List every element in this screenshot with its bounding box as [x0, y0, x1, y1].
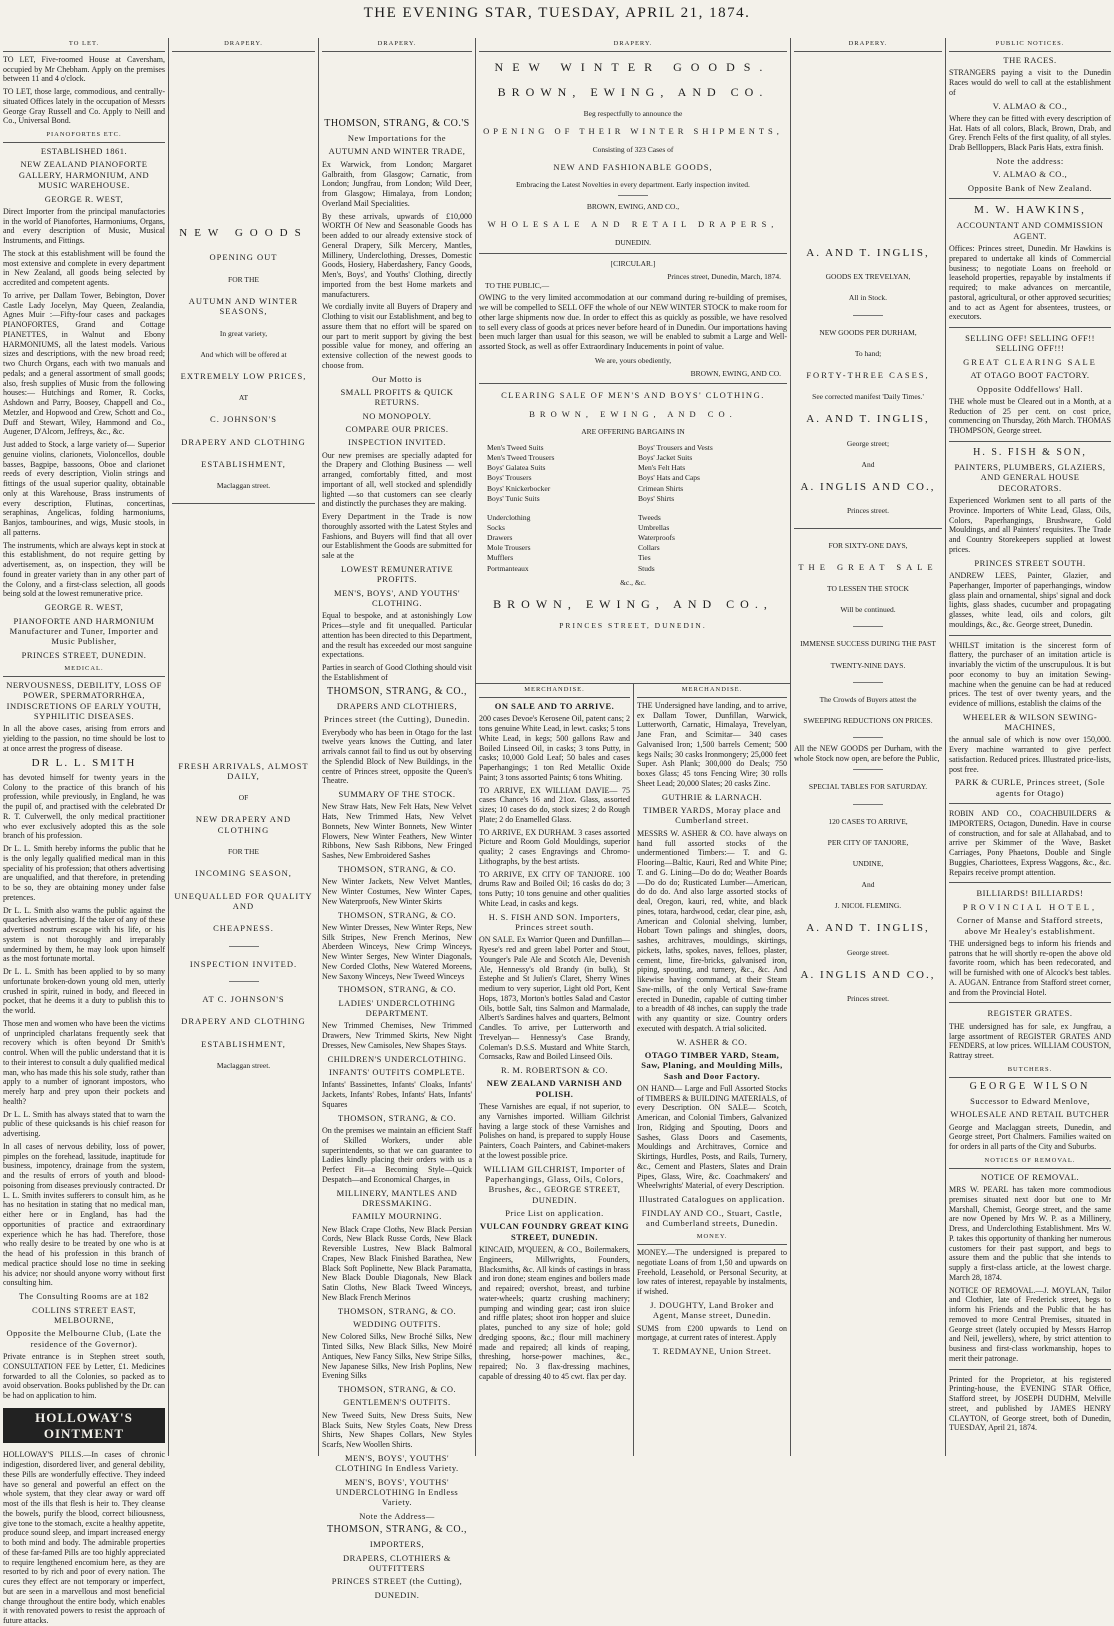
ad-line: ESTABLISHMENT, — [201, 459, 286, 470]
ad-line: George street; — [846, 438, 890, 448]
ad-body: Parties in search of Good Clothing should visit the Establishment of — [322, 663, 472, 682]
ad-address: The Consulting Rooms are at 182 — [18, 1291, 149, 1302]
list-item: Studs — [638, 563, 655, 573]
column-drapery-johnson — [169, 38, 318, 1456]
ad-line: Successor to Edward Menlove, — [970, 1095, 1090, 1106]
ad-line: DRAPERS, CLOTHIERS & OUTFITTERS — [343, 1552, 451, 1573]
ad-heading: NEW ZEALAND PIANOFORTE GALLERY, HARMONIUM, AND MUSIC WAREHOUSE. — [18, 159, 150, 191]
ad-line: FOR SIXTY-ONE DAYS, — [828, 540, 908, 550]
list-item: Boys' Galatea Suits — [487, 463, 546, 473]
ad-body: New Trimmed Chemises, New Trimmed Drawers, New Trimmed Skirts, New Night Dresses, New Camisoles, New Shapes Stays. — [322, 1021, 472, 1050]
ad-heading: ESTABLISHED 1861. — [40, 146, 128, 157]
ad-line: PRINCES STREET, DUNEDIN. — [559, 621, 707, 631]
ad-heading: OTAGO TIMBER YARD, Steam, Saw, Planing, and Moulding Mills, Sash and Door Factory. — [641, 1049, 783, 1081]
ad-body: In all cases of nervous debility, loss of power, pimples on the forehead, lassitude, inaptitude for business, impotency, drainage from the system, and the results of errors of youth and blood-poisoning from diseases previously contracted. Dr L. L. Smith invites sufferers to consult him, as he has no hesitation in stating that no medical man, either here or in England, has had the opportunities of practice and extraordinary experience which he has had. Therefore, those who really desire to be treated by one who is at the head of his profession in this branch of medical practice should lose no time in seeking his advice; nor should anyone worry without first consulting him. — [3, 1141, 165, 1288]
ad-line: WHOLESALE AND RETAIL DRAPERS, — [487, 219, 779, 230]
ad-line: TO THE PUBLIC,— — [485, 281, 550, 291]
ad-body: NOTICE OF REMOVAL.—J. MOYLAN, Tailor and Clothier, late of Frederick street, begs to inform his Friends and the Public that he has removed to more Central Premises, situated in George street (lately occupied by Messrs Harrop and Neil, jewellers), where, by strict attention to business and first-class workmanship, hopes to merit their patronage. — [949, 1285, 1111, 1363]
ad-heading: WHEELER & WILSON SEWING-MACHINES, — [962, 711, 1098, 733]
ad-heading: V. ALMAO & CO., — [992, 169, 1068, 180]
ad-signature: T. REDMAYNE, Union Street. — [652, 1346, 772, 1357]
ad-line: MILLINERY, MANTLES AND DRESSMAKING. — [336, 1187, 458, 1208]
ad-body: Infants' Bassinettes, Infants' Cloaks, Infants' Jackets, Infants' Robes, Infants' Hats, Infants' Squares — [322, 1080, 472, 1109]
ad-body: New Tweed Suits, New Dress Suits, New Black Suits, New Styles Coats, New Dress Shirts, New Shapes Collars, New Styles Scarfs, New Woollen Shirts. — [322, 1410, 472, 1450]
ad-line: MEN'S, BOYS', YOUTHS' CLOTHING In Endless Variety. — [335, 1452, 459, 1474]
ad-line: J. NICOL FLEMING. — [834, 901, 902, 911]
ad-line: Note the address: — [996, 155, 1064, 166]
ad-line: DRAPERY AND CLOTHING — [181, 436, 306, 447]
ad-line: The Crowds of Buyers attest the — [819, 694, 917, 704]
ad-heading: VULCAN FOUNDRY GREAT KING STREET, DUNEDIN. — [479, 1221, 630, 1242]
list-item: Collars — [638, 543, 660, 553]
ad-heading: M. W. HAWKINS, — [974, 203, 1086, 216]
list-item: Boys' Hats and Caps — [638, 473, 700, 483]
newspaper-title: THE EVENING STAR, TUESDAY, APRIL 21, 1874. — [363, 5, 751, 21]
ad-signature: R. M. ROBERTSON & CO. — [500, 1065, 609, 1075]
ad-body: THE undersigned has for sale, ex Jungfrau, a large assortment of REGISTER GRATES AND FENDERS, at low prices. WILLIAM COUSTON, Rattray street. — [949, 1021, 1111, 1060]
ad-body: Ex Warwick, from London; Margaret Galbraith, from Glasgow; Carnatic, from London; Jungfrau, from London; Wild Deer, from Glasgow; Himalaya, from London; Overland Mail Specialities. — [322, 159, 472, 208]
ad-line: Opposite Bank of New Zealand. — [967, 182, 1093, 193]
ad-line: Will be continued. — [840, 605, 896, 615]
column-merchandise-right — [634, 684, 790, 1456]
ad-body: has devoted himself for twenty years in the Colony to the practice of this branch of his profession, while previously, in England, he was the pupil of, and practised with the celebrated Dr R. T. Culverwell, the only medical practitioner who ever exclusively adopted this as the sole branch of his profession. — [3, 772, 165, 841]
ad-body: MONEY.—The undersigned is prepared to negotiate Loans of from 1,50 and upwards on Freehold, Leasehold, or Personal Security, at low rates of interest, repayable by instalments, if wished. — [637, 1248, 787, 1297]
ad-line: THOMSON, STRANG, & CO. — [337, 1384, 457, 1395]
ad-line: BROWN, EWING, AND CO., — [586, 202, 680, 212]
ad-body: THE whole must be Cleared out in a Month, at a Reduction of 25 per cent. on cost price, commencing on Thursday, 26th March. THOMAS THOMPSON, George street. — [949, 396, 1111, 436]
ad-line: SWEEPING REDUCTIONS ON PRICES. — [803, 715, 933, 725]
ad-body: Direct Importer from the principal manufactories in the world of Pianofortes, Harmoniums, Organs, and every description of Music, Musical Instruments, and Fittings. — [3, 206, 165, 246]
ad-signature: GUTHRIE & LARNACH. — [661, 791, 763, 802]
ad-line: Illustrated Catalogues on application. — [639, 1194, 785, 1205]
ad-body: Everybody who has been in Otago for the last twelve years knows the Cutting, and later arrivals cannot fail to find us out by observing the Splendid Block of New Buildings, in the centre of Princes street, opposite the Queen's Theatre. — [322, 727, 472, 786]
ad-line: IMMENSE SUCCESS DURING THE PAST — [800, 639, 936, 649]
section-header: DRAPERY. — [322, 38, 472, 52]
ad-to-let-house: TO LET, Five-roomed House at Caversham, occupied by Mr Chebham. Apply on the premises between 11 and 4 o'clock. — [3, 54, 165, 84]
ad-body: ANDREW LEES, Painter, Glazier, and Paperhanger, Importer of paperhangings, window glass plain and ornamental, ships' signal and dock lights, glass shades, cucumber and propagating glasses, white lead, oils and colors, gilt mouldings, &c., &c. George street, Dunedin. — [949, 571, 1111, 629]
ad-line: FAMILY MOURNING. — [352, 1211, 442, 1222]
ad-line: UNDINE, — [852, 858, 884, 868]
ad-line: &c., &c. — [620, 577, 646, 587]
section-header: PUBLIC NOTICES. — [949, 38, 1111, 52]
ad-line: COMPARE OUR PRICES. — [345, 424, 449, 435]
ad-body: Dr L. L. Smith also warns the public against the quackeries advertising. If the taker of any of these advertised nostrum escape with his life, or his system is not thoroughly and irreparably undermined by them, he may look upon himself as the most fortunate mortal. — [3, 905, 165, 964]
ad-to-let-offices: TO LET, those large, commodious, and centrally-situated Offices lately in the occupation of Messrs George Gray Russell and Co. Apply to Neill and Co., Universal Bond. — [3, 87, 165, 126]
ad-line: Princes street, Dunedin, March, 1874. — [667, 272, 781, 282]
ad-line: FORTY-THREE CASES, — [806, 369, 930, 380]
ad-line: Princes street (the Cutting), Dunedin. — [323, 714, 470, 725]
ad-line: 120 CASES TO ARRIVE, — [828, 816, 908, 826]
column-public-notices — [946, 38, 1114, 1456]
ad-line: FOR THE — [228, 274, 259, 284]
ad-line: TWENTY-NINE DAYS. — [830, 660, 906, 670]
ad-body: SUMS from £200 upwards to Lend on mortgage, at current rates of interest. Apply — [637, 1323, 787, 1343]
ad-line: MEN'S, BOYS', YOUTHS' UNDERCLOTHING In Endless Variety. — [335, 1476, 459, 1508]
ad-line: OPENING OF THEIR WINTER SHIPMENTS, — [483, 126, 783, 137]
section-header: DRAPERY. — [479, 38, 787, 52]
ad-line: THOMSON, STRANG, & CO. — [337, 1112, 457, 1123]
ad-body: TO ARRIVE, EX DURHAM. 3 cases assorted Picture and Room Gold Mouldings, superior quality; 2 cases Engravings and Chromo-Lithographs, by the best artists. — [479, 827, 630, 866]
ad-line: We are, yours obediently, — [594, 355, 672, 365]
ad-line: PER CITY OF TANJORE, — [827, 837, 909, 847]
list-item: Men's Tweed Suits — [487, 443, 544, 453]
ad-line: ACCOUNTANT AND COMMISSION AGENT. — [956, 220, 1104, 241]
ad-body: ON HAND— Large and Full Assorted Stocks of TIMBERS & BUILDING MATERIALS, of every Description. ON SALE— Scotch, American, and Colonial Timbers, Galvanized Iron, Ridging and Spouting, Doors and Sashes, Glass Doors and Casements, Mouldings and Architraves, Cornice and Skirtings, Hurdles, Posts, and Rails, Turnery, &c., Cement and Plasters, Slates and Drain Pipes, Glass, Wire, &c. Coachmakers' and Wheelwrights' Material, of every Description. — [637, 1083, 787, 1191]
ad-line: A. AND T. INGLIS, — [806, 413, 930, 426]
ad-line: ARE OFFERING BARGAINS IN — [581, 426, 685, 436]
ad-body: Equal to bespoke, and at astonishingly Low Prices—style and fit unequalled. Particular attention has been directed to this Department, and the result has exceeded our most sanguine expectations. — [322, 611, 472, 660]
ad-line: BROWN, EWING, AND CO. — [497, 84, 769, 99]
list-item: Boys' Trousers — [487, 473, 532, 483]
list-item: Tweeds — [638, 512, 661, 522]
ad-body: Private entrance is in Stephen street south, CONSULTATION FEE by Letter, £1. Medicines forwarded to all the Colonies, so packed as to avoid observation. Books published by the Dr. can be had on application to him. — [3, 1352, 165, 1400]
ad-line: MEN'S, BOYS', AND YOUTHS' CLOTHING. — [333, 587, 461, 609]
ad-body: New Straw Hats, New Felt Hats, New Velvet Hats, New Trimmed Hats, New Velvet Bonnets, New Winter Bonnets, New Winter Flowers, New Winter Feathers, New Winter Ribbons, New Sash Ribbons, New Fringed Sashes, New Embroidered Sashes — [322, 802, 472, 861]
section-header: NOTICES OF REMOVAL. — [949, 1155, 1111, 1169]
column-to-let — [0, 38, 168, 1626]
ad-body: The stock at this establishment will be found the most extensive and complete in every department in New Zealand, all goods being selected by accredited and competent agents. — [3, 248, 165, 288]
list-item: Mole Trousers — [487, 543, 531, 553]
ad-body: Every Department in the Trade is now thoroughly assorted with the Latest Styles and Fashions, and Buyers will find that all over our Establishment the Goods are submitted for sale at the — [322, 512, 472, 561]
ad-body: ON SALE. Ex Warrior Queen and Dunfillan— Ryese's red and green label Porter and Stout, Younger's Pale Ale and Scotch Ale, Devenish Ale, Hennessy's old Brandy (in bulk), St Estephe and St Julien's Claret, Sherry Wines medium to very superior, Light old Port, Kent Hops, 1873, Morton's bottles Salad and Castor Oils, bottle Salt, tins Salmon and Marmalade, Albert's Sardines halves and quarters, Belmont Candles. To arrive, per Lutterworth and Trevelyan— Hennessy's Case Brandy, Coleman's D.S.S. Mustard and White Starch, Cornsacks, Raw and Boiled Linseed Oils. — [479, 935, 630, 1062]
holloway-logo: HOLLOWAY'S OINTMENT — [3, 1408, 165, 1444]
ad-address: COLLINS STREET EAST, MELBOURNE, — [32, 1304, 136, 1325]
ad-line: Beg respectfully to announce the — [583, 109, 683, 119]
list-item: Boys' Trousers and Vests — [638, 443, 713, 453]
ad-line: LOWEST REMUNERATIVE PROFITS. — [340, 563, 454, 585]
ad-line: Opposite Oddfellows' Hall. — [977, 383, 1083, 394]
ad-line: New Importations for the — [347, 133, 447, 144]
ad-body: Dr L. L. Smith has been applied to by so many unfortunate broken-down young old men, utterly crushed in spirit, ruined in body, and fleeced in pocket, that he deems it a duty to publish this to the world. — [3, 967, 165, 1016]
ad-body: Our new premises are specially adapted for the Drapery and Clothing Business — well arranged, comfortably fitted, and most important of all, well stocked and splendidly lighted —so that customers can see clearly and distinctly the purchases they are making. — [322, 450, 472, 509]
ad-body: STRANGERS paying a visit to the Dunedin Races would do well to call at the establishment of — [949, 68, 1111, 97]
ad-line: NEW GOODS — [179, 226, 308, 239]
ad-body: New Winter Jackets, New Velvet Mantles, New Winter Costumes, New Winter Capes, New Waterproofs, New Winter Skirts — [322, 877, 472, 906]
ad-body: THE undersigned begs to inform his friends and patrons that he will shortly re-open the above old favorite room, which has been redecorated, and will be furnished with one of Alcock's best tables. A. AUGAN. Entrance from Stafford street corner, and from the Provincial Hotel. — [949, 938, 1111, 997]
ad-line: Embracing the Latest Novelties in every department. Early inspection invited. — [516, 180, 750, 190]
ad-line: WHOLESALE AND RETAIL BUTCHER — [950, 1109, 1110, 1120]
ad-line: FRESH ARRIVALS, ALMOST DAILY, — [178, 760, 309, 781]
ad-body: ROBIN AND CO., COACHBUILDERS & IMPORTERS, Octagon, Dunedin. Have in course of construction, and for sale at Allahabad, and to arrive per Skimmer of the Wave, Basket Carriages, Pony Phaetons, Double and Single Buggies, Chariottees, Express Waggons, &c., &c. Repairs receive prompt attention. — [949, 809, 1111, 877]
list-item: Underclothing — [487, 512, 531, 522]
section-header: DRAPERY. — [172, 38, 315, 52]
ad-heading: REGISTER GRATES. — [987, 1008, 1073, 1019]
bargain-list-right — [638, 442, 779, 574]
ad-body: New Colored Silks, New Broché Silks, New Tinted Silks, New Black Silks, New Moiré Antiques, New Fancy Silks, New Stripe Silks, New Japanese Silks, New Irish Poplins, New Evening Silks — [322, 1332, 472, 1381]
ad-body: MESSRS W. ASHER & CO. have always on hand full assorted stocks of the undermentioned Timbers:— T. and G. Flooring—Baltic, Kauri, Red and White Pine; T. and G. Lining—Do do do; Weather Boards—Do do do; Rusticated Lumber—American, do do do. And also large assorted stocks of deal, Oregon, kauri, red, white, and black pines, totara, hardwood, cedar, clear pine, ash, American and Colonial shelving, lumber, Hobart Town palings and shingles, doors, sashes, architraves, mouldings, skirtings, pickets, laths, spokes, naves, felloes, plaster, cement, lime, fire-bricks, galvanised iron, piping, spouting, and turnery, &c., &c. And likewise having command, at their Steam Saw-mills, of the only Vertical Saw-frame erected in Dunedin, capable of cutting timber to a breadth of 48 inches, can supply the trade with any quantity or size. Country orders executed with despatch. A trial solicited. — [637, 828, 787, 1033]
ad-line: [CIRCULAR.] — [610, 258, 656, 268]
ad-line: All in Stock. — [848, 293, 888, 303]
ad-address: Opposite the Melbourne Club, (Late the residence of the Governor). — [6, 1328, 162, 1349]
ad-signature: W. ASHER & CO. — [676, 1036, 748, 1047]
ad-body: Where they can be fitted with every description of Hat. Hats of all colors, Black, Brown, Drab, and Grey. French Felts of the first quality, of all styles. Drab Bellloppers, Black Paris Hats, extra finish. — [949, 113, 1111, 153]
list-item: Boys' Jacket Suits — [638, 453, 693, 463]
ad-heading: SELLING OFF! SELLING OFF!! SELLING OFF!!! — [965, 333, 1095, 354]
ad-line: And which will be offered at — [200, 349, 287, 359]
ad-heading: BILLIARDS! BILLIARDS! — [976, 888, 1084, 899]
ad-body: New Winter Dresses, New Winter Reps, New Silk Stripes, New French Merinos, New Aberdeen Winceys, New Crimp Winceys, New Winter Serges, New Winter Diagonals, New Corded Cloths, New Watered Moreens, New Saxony Winceys, New Tweed Winceys — [322, 922, 472, 981]
ad-line: UNEQUALLED FOR QUALITY AND — [174, 890, 313, 911]
ad-signature: PRINCES STREET, DUNEDIN. — [21, 649, 147, 660]
ad-line: AUTUMN AND WINTER SEASONS, — [188, 295, 299, 317]
ad-heading: PROVINCIAL HOTEL, — [962, 901, 1098, 912]
ad-line: And — [861, 880, 875, 890]
ad-heading: THOMSON, STRANG, & CO., — [326, 1523, 468, 1535]
ad-line: PRINCES STREET (the Cutting), — [331, 1576, 463, 1587]
ad-line: NEW AND FASHIONABLE GOODS, — [553, 161, 713, 172]
ad-line: NEW WINTER GOODS. — [494, 59, 772, 74]
ad-line: NO MONOPOLY. — [362, 410, 432, 421]
section-header: BUTCHERS. — [949, 1064, 1111, 1078]
ad-line: C. JOHNSON'S — [210, 414, 277, 425]
ad-line: Corner of Manse and Stafford streets, above Mr Healey's establishment. — [956, 915, 1104, 936]
ad-body: On the premises we maintain an efficient Staff of Skilled Workers, under able superintendents, so that we can guarantee to Ladies kindly placing their orders with us a Perfect Fit—a Becoming Style—Quick Despatch—and Economical Charges, in — [322, 1126, 472, 1184]
ad-heading: H. S. FISH & SON, — [973, 446, 1087, 458]
ad-line: A. AND T. INGLIS, — [806, 246, 930, 259]
ad-line: Our Motto is — [372, 373, 422, 384]
section-header: MEDICAL. — [3, 663, 165, 677]
ad-body: Offices: Princes street, Dunedin. Mr Hawkins is prepared to undertake all kinds of Commercial business; to negotiate Loans on freehold or leasehold properties, repayable by instalments if required; to make advances on mercantile, pastoral, agricultural, or other approved securities; and to act as Agent for absentees, trustees, or executors. — [949, 244, 1111, 322]
ad-body: The instruments, which are always kept in stock at this establishment, do not require getting by advertisement, as, on inspection, they will be found in greater variety than in any other part of the Colony, and a first-class selection, all goods being sold at the lowest remunerative price. — [3, 540, 165, 599]
ad-line: Princes street. — [846, 506, 890, 516]
ad-body: George and Maclaggan streets, Dunedin, and George street, Port Chalmers. Families waited on for orders in all parts of the City and Suburbs. — [949, 1122, 1111, 1152]
ad-line: GOODS EX TREVELYAN, — [825, 272, 911, 282]
ad-heading: V. ALMAO & CO., — [992, 100, 1068, 111]
ad-line: See corrected manifest 'Daily Times.' — [812, 392, 924, 402]
ad-line: Price List on application. — [505, 1208, 604, 1219]
ad-body: THE Undersigned have landing, and to arrive, ex Dallam Tower, Dunfillan, Warwick, Lutterworth, Carnatic, Himalaya, Trevelyan, Jane Fran, and Scimitar— 340 cases Galvanised Iron; 1,500 barrels Cement; 500 kegs Nails; 30 casks Ironmongery; 25,000 feet Super. Ash Plank; 300,000 do Deals; 750 boxes Glass; 45 tons Fencing Wire; 30 rolls Sheet Lead; 20,000 Slates; 20 casks Zinc. — [637, 700, 787, 788]
ad-body: WHILST imitation is the sincerest form of flattery, the purchaser of an imitation article is invariably the victim of the unscrupulous. It is but poor economy to buy an imitation Sewing-machine when the genuine can be had at reduced prices. The test of over twenty years, and the evidence of millions, establish the claims of the — [949, 640, 1111, 709]
ad-heading: TIMBER YARDS, Moray place and Cumberland street. — [643, 805, 781, 826]
list-item: Boys' Tunic Suits — [487, 493, 540, 503]
ad-line: And — [861, 459, 875, 469]
ad-body: New Black Crape Cloths, New Black Persian Cords, New Black Russe Cords, New Black Reversible Lustres, New Black Balmoral Crapes, New Black Finished Barathea, New Black Soft Poplinette, New Black Paramatta, New Black Double Diagonals, New Black Satin Cloths, New Black Tweed Winceys, New Black French Merinos — [322, 1224, 472, 1302]
ad-line: BROWN, EWING, AND CO. — [529, 408, 737, 419]
list-item: Portmanteaux — [487, 563, 529, 573]
ad-line: INFANTS' OUTFITS COMPLETE. — [329, 1067, 465, 1078]
ad-line: EXTREMELY LOW PRICES, — [180, 370, 307, 381]
section-header: PIANOFORTES ETC. — [3, 129, 165, 143]
ad-body: Those men and women who have been the victims of unprincipled charlatans frequently seek that recovery which is often beyond Dr Smith's control. When will the public understand that it is to their interest to consult a duly qualified medical man, who has made this his sole study, rather than apply to a number of ignorant impostors, who merely harp and prey upon their pockets and health? — [3, 1018, 165, 1106]
ad-line: SUMMARY OF THE STOCK. — [338, 789, 456, 800]
ad-line: A. AND T. INGLIS, — [806, 922, 930, 935]
ad-line: DRAPERS AND CLOTHIERS, — [336, 700, 458, 711]
ad-line: OPENING OUT — [209, 252, 278, 263]
ad-line: NEW GOODS PER DURHAM, — [819, 327, 917, 337]
masthead — [0, 0, 1114, 40]
ad-body: TO ARRIVE, EX CITY OF TANJORE. 100 drums Raw and Boiled Oil; 16 casks do do; 3 tons Putty; 10 tons genuine and other qualities White Lead, in casks and kegs. — [479, 869, 630, 908]
ad-line: A. INGLIS AND CO., — [800, 968, 936, 981]
ad-line: CHEAPNESS. — [213, 923, 274, 934]
ad-line: CHILDREN'S UNDERCLOTHING. — [327, 1053, 467, 1064]
ad-line: THOMSON, STRANG, & CO. — [337, 863, 457, 874]
ad-body: All the NEW GOODS per Durham, with the whole Stock now open, are before the Public, — [794, 743, 942, 763]
ad-body: We cordially invite all Buyers of Drapery and Clothing to visit our Establishment, and beg to assure them that no effort will be spared on our part to merit support by giving the best possible value for money, and offering an extensive collection of the newest goods to choose from. — [322, 302, 472, 370]
ad-line: Maclaggan street. — [216, 481, 271, 491]
ad-line: THOMSON, STRANG, & CO. — [337, 1305, 457, 1316]
column-drapery-thomson-strang — [319, 38, 475, 1600]
list-item: Mufflers — [487, 553, 514, 563]
section-header: TO LET. — [3, 38, 165, 52]
ad-line: Maclaggan street. — [216, 1061, 271, 1071]
ad-body: OWING to the very limited accommodation at our command during re-building of premises, we will be compelled to SELL OFF the whole of our NEW WINTER STOCK to make room for other large shipments now due. In order to effect this as quickly as possible, we have resolved to sell every class of goods at prices never before heard of in Dunedin. Our importations having been much larger than usual for this season, we will be enabled to submit a Large and Well-assorted Stock, as well as offer Extraordinary Inducements in point of value. — [479, 293, 787, 352]
ad-signature: PIANOFORTE AND HARMONIUM Manufacturer and Tuner, Importer and Music Publisher, — [9, 615, 159, 647]
ad-line: To hand; — [854, 348, 882, 358]
ad-body: Dr L. L. Smith hereby informs the public that he is the only legally qualified medical man in this speciality of his profession; that others advertising are unqualified, and that therefore, in pretending to be so, they are obtaining money under false pretences. — [3, 844, 165, 902]
ad-heading: GEORGE R. WEST, — [44, 193, 124, 204]
ad-body: Just added to Stock, a large variety of— Superior genuine violins, clarionets, Violoncellos, double basses, Bagpipe, bassoons, Oboe and clarionet reeds of every description, Violin strings and fittings of the usual superior quality, obtainable only at this Warehouse, Brass instruments of every description, Flutinas, concertinas, seraphinas, Angelicas, folding harmoniums, Banjos, tambourines, and wigs, Music stools, in all patterns. — [3, 440, 165, 537]
ad-line: BROWN, EWING, AND CO. — [690, 369, 781, 379]
ad-heading: THOMSON, STRANG, & CO.'S — [324, 117, 470, 129]
ad-signature: WILLIAM GILCHRIST, Importer of Paperhangings, Glass, Oils, Colors, Brushes, &c., GEORGE STREET, DUNEDIN. — [483, 1163, 626, 1205]
ad-heading: ON SALE AND TO ARRIVE. — [494, 700, 615, 711]
ad-body: KINCAID, M'QUEEN, & CO., Boilermakers, Engineers, Millwrights, Founders, Blacksmiths, &c. All kinds of castings in brass and iron done; steam engines and boilers made and repaired; overshot, breast, and turbine water-wheels; quartz crushing machinery; pumping and winding gear; cast iron sluice and riffle plates; shoot iron hopper and sluice plates, punched to any size of hole; gold dredging spoons, &c.; flour mill machinery made and repaired; all kinds of reaping, threshing, horse-power machines, &c., repaired; No. 3 flax-dressing machines, capable of dressing 40 to 45 cwt. flax per day. — [479, 1245, 630, 1381]
list-item: Umbrellas — [638, 523, 670, 532]
section-header: MERCHANDISE. — [637, 684, 787, 698]
ad-line: Princes street. — [846, 994, 890, 1004]
section-header: MERCHANDISE. — [479, 684, 630, 698]
ad-heading: NOTICE OF REMOVAL. — [980, 1171, 1080, 1182]
ad-signature: H. S. FISH AND SON. Importers, Princes street south. — [488, 911, 621, 932]
ad-line: PAINTERS, PLUMBERS, GLAZIERS, AND GENERAL HOUSE DECORATORS. — [954, 462, 1106, 493]
bargain-list — [479, 442, 787, 574]
column-merchandise-left — [476, 684, 633, 1456]
section-header: MONEY. — [637, 1231, 787, 1245]
ad-line: THE GREAT SALE — [798, 561, 938, 572]
list-item: Waterproofs — [638, 533, 675, 543]
ad-line: George street. — [847, 947, 889, 957]
ad-line: LADIES' UNDERCLOTHING DEPARTMENT. — [338, 997, 456, 1019]
ad-line: OF — [238, 793, 249, 803]
ad-line: Consisting of 323 Cases of — [592, 144, 674, 154]
ad-line: A. INGLIS AND CO., — [800, 481, 936, 494]
ad-line: PARK & CURLE, Princes street, (Sole agents for Otago) — [954, 777, 1106, 798]
ad-line: BROWN, EWING, AND CO., — [493, 596, 773, 611]
ad-line: DUNEDIN. — [374, 1589, 420, 1600]
column-drapery-inglis — [791, 38, 945, 1456]
list-item: Drawers — [487, 533, 513, 543]
ad-line: AT — [238, 393, 249, 403]
ad-signature: GEORGE R. WEST, — [44, 602, 124, 613]
ad-body: To arrive, per Dallam Tower, Bebington, Dover Castle Lady Jocelyn, May Queen, Zealandia, Agnes Muir :—Fifty-four cases and packages PIANOFORTES, Grand and Cottage PIANETTES, in Walnut and Ebony HARMONIUMS, all the latest models. Various sizes and descriptions, with the new broad reed; two Church Organs, each with two manuals and pedals; and a general assortment of small goods; also, fresh supplies of Music from the following houses:— Hutchings and Romer, R. Cocks, Ashdown and Parry, Boosey, Chappell and Co., Metzler, and Hopwood and Crew, Schott and Co., Duff and Stewart, Wiley, Hammond and Co., Augener, D'Alcorn, Jeffreys, &c., &c. — [3, 290, 165, 437]
ad-line: AUTUMN AND WINTER TRADE, — [328, 146, 466, 157]
ad-line: In great variety, — [219, 328, 268, 338]
ad-line: GENTLEMEN'S OUTFITS. — [343, 1397, 451, 1408]
ad-body: TO ARRIVE, EX WILLIAM DAVIE— 75 cases Chance's 16 and 21oz. Glass, assorted sizes; 10 cases do do, stock sizes; 2 do Rough Plate; 2 do Enamelled Glass. — [479, 785, 630, 824]
ad-heading: GREAT CLEARING SALE — [963, 356, 1097, 367]
ad-body: MRS W. PEARL has taken more commodious premises situated next door but one to Mr Marshall, Chemist, George street, and the same are now Opened by Mrs W. P. as a Millinery, Dress, and Underclothing Establishment. Mrs W. P. takes this opportunity of thanking her numerous customers for their past support, and begs to assure them and the public that she intends to supply a first-class article, at the lowest charge. March 28, 1874. — [949, 1185, 1111, 1282]
ad-body: These Varnishes are equal, if not superior, to any Varnishes imported. William Gilchrist having a large stock of these Varnishes and Polishes on hand, is prepared to supply House Painters, Coach Painters, and Cabinet-makers at the lowest possible price. — [479, 1102, 630, 1160]
ad-body: the annual sale of which is now over 150,000. Every machine warranted to give perfect satisfaction. Reduced prices. Illustrated price-lists, post free. — [949, 735, 1111, 774]
ad-heading: NEW ZEALAND VARNISH AND POLISH. — [486, 1078, 623, 1099]
ad-line: IMPORTERS, — [369, 1539, 425, 1550]
ad-heading: THOMSON, STRANG, & CO., — [326, 685, 468, 697]
ad-line: THOMSON, STRANG, & CO. — [337, 984, 457, 995]
ad-heading: THE RACES. — [1003, 54, 1057, 65]
ad-body: Experienced Workmen sent to all parts of the Province. Importers of White Lead, Glass, Oils, Colors, Paperhangings, Brushware, Gold Mouldings, and all Painters' requisites. The Trade and Country Storekeepers supplied at lowest prices. — [949, 496, 1111, 554]
ad-line: SMALL PROFITS & QUICK RETURNS. — [340, 386, 454, 408]
ad-line: NEW DRAPERY AND CLOTHING — [195, 814, 292, 835]
ad-line: THOMSON, STRANG, & CO. — [337, 909, 457, 920]
list-item: Men's Tweed Trousers — [487, 453, 555, 463]
ad-line: CLEARING SALE OF MEN'S AND BOYS' CLOTHING. — [501, 390, 765, 401]
ad-heading: DR L. L. SMITH — [31, 756, 137, 769]
ad-body: HOLLOWAY'S PILLS.—In cases of chronic indigestion, disordered liver, and general debility, these Pills are wonderfully effective. They indeed have so general and powerful an effect on the whole system, that they clear away or ward off most of the ills that flesh is heir to. They cleanse the bowels, purify the blood, correct biliousness, give tone to the stomach, excite a healthy appetite, produce sound sleep, and impart increased energy to both mind and body. The admirable properties of these far-famed Pills are too highly appreciated to require lengthened encomium here, as they are resorted to by rich and poor of every nation. The cures they effect are not temporary or imperfect, but are seen in a marvellous and most beneficial change throughout the entire body, which enables it with renovated powers to resist the approach of future attacks. — [3, 1450, 165, 1626]
ad-body: 200 cases Devoe's Kerosene Oil, patent cans; 2 tons genuine White Lead, in lewt. casks; 5 tons White Lead, in kegs; 500 gallons Raw and Boiled Linseed Oil, in casks; 3 tons Putty, in casks; 10,000 Gold Leaf; 50 bales and cases Paperhangings; 1 ton Red Metallic Oxide Paint; 3 tons assorted Paints; 6 tons Whiting. — [479, 714, 630, 782]
ad-line: SPECIAL TABLES FOR SATURDAY. — [808, 782, 928, 792]
ad-body: In all the above cases, arising from errors and yielding to the passion, no time should be lost to at once arrest the progress of disease. — [3, 724, 165, 753]
section-header: DRAPERY. — [794, 38, 942, 52]
column-drapery-brown-ewing — [476, 38, 790, 683]
ad-body: By these arrivals, upwards of £10,000 WORTH Of New and Seasonable Goods has been added to our already extensive stock of General Drapery, Silk Mercery, Mantles, Millinery, Underclothing, Dresses, Domestic Goods, Hosiery, Haberdashery, Fancy Goods, Men's, Boys', and Youths' Clothing, directly imported from the best Home markets and manufacturers. — [322, 211, 472, 299]
ad-line: INSPECTION INVITED. — [348, 437, 446, 448]
ad-body: Dr L. L. Smith has always stated that to warn the public of these quicksands is his chief reason for advertising. — [3, 1109, 165, 1139]
ad-line: DUNEDIN. — [614, 237, 652, 247]
list-item: Socks — [487, 523, 505, 532]
ad-signature: J. DOUGHTY, Land Broker and Agent, Manse street, Dunedin. — [650, 1299, 774, 1321]
ad-line: WEDDING OUTFITS. — [353, 1319, 441, 1329]
ad-line: FOR THE — [228, 847, 259, 857]
ad-line: AT C. JOHNSON'S — [202, 994, 285, 1005]
list-item: Boys' Knickerbocker — [487, 483, 551, 493]
imprint: Printed for the Proprietor, at his registered Printing-house, the EVENING STAR Office, Stafford street, by JOSEPH DUDHM, Melville street, and published by JAMES HENRY CLAYTON, of George street, both of Dunedin, TUESDAY, April 21, 1874. — [949, 1374, 1111, 1433]
ad-line: TO LESSEN THE STOCK — [827, 584, 909, 594]
list-item: Men's Felt Hats — [638, 463, 686, 473]
ad-line: INCOMING SEASON, — [195, 868, 292, 879]
list-item: Ties — [638, 553, 651, 563]
ad-line: ESTABLISHMENT, — [201, 1038, 286, 1049]
ad-heading: PRINCES STREET SOUTH. — [974, 557, 1086, 568]
ad-heading: GEORGE WILSON — [969, 1080, 1091, 1092]
ad-line: DRAPERY AND CLOTHING — [181, 1016, 306, 1027]
bargain-list-left — [487, 442, 628, 574]
ad-line: AT OTAGO BOOT FACTORY. — [970, 370, 1090, 381]
list-item: Crimean Shirts — [638, 483, 684, 493]
ad-line: INSPECTION INVITED. — [189, 958, 298, 969]
list-item: Boys' Shirts — [638, 493, 675, 503]
ad-signature: FINDLAY AND CO., Stuart, Castle, and Cumberland streets, Dunedin. — [641, 1207, 783, 1228]
ad-line: Note the Address— — [359, 1510, 435, 1521]
ad-heading: NERVOUSNESS, DEBILITY, LOSS OF POWER, SPERMATORRHŒA, INDISCRETIONS OF EARLY YOUTH, SYPHILITIC DISEASES. — [6, 679, 162, 721]
